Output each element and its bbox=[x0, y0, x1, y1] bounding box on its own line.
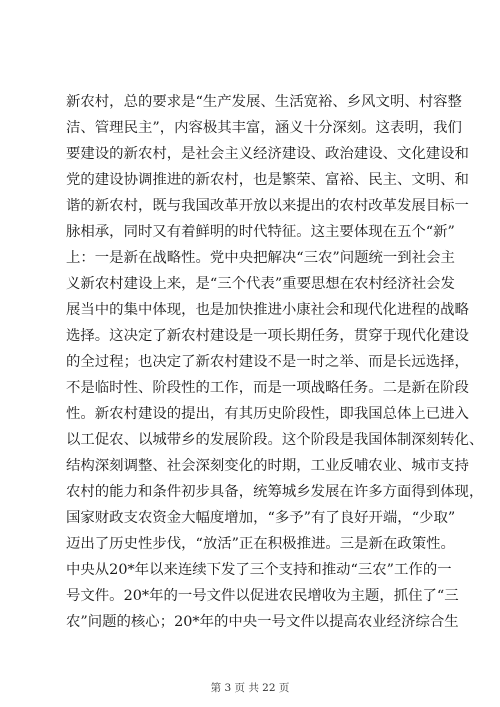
body-text bbox=[66, 89, 484, 635]
text-line: 谐的新农村，既与我国改革开放以来提出的农村改革发展目标一 bbox=[66, 198, 469, 214]
text-line: 中央从20*年以来连续下发了三个支持和推动“三农”工作的一 bbox=[66, 562, 452, 578]
text-line: 义新农村建设上来，是“三个代表”重要思想在农村经济社会发 bbox=[66, 276, 455, 292]
text-line: 以工促农、以城带乡的发展阶段。这个阶段是我国体制深刻转化、 bbox=[66, 432, 484, 448]
text-line: 洁、管理民主”，内容极其丰富，涵义十分深刻。这表明，我们 bbox=[66, 120, 462, 136]
text-line: 迈出了历史性步伐，“放活”正在积极推进。三是新在政策性。 bbox=[66, 536, 455, 552]
text-line: 党的建设协调推进的新农村，也是繁荣、富裕、民主、文明、和 bbox=[66, 172, 469, 188]
text-line: 性。新农村建设的提出，有其历史阶段性，即我国总体上已进入 bbox=[66, 406, 469, 422]
text-line: 的全过程；也决定了新农村建设不是一时之举、而是长远选择， bbox=[66, 354, 469, 370]
text-line: 脉相承，同时又有着鲜明的时代特征。这主要体现在五个“新” bbox=[66, 224, 455, 240]
text-line: 农村的能力和条件初步具备，统筹城乡发展在许多方面得到体现， bbox=[66, 484, 484, 500]
text-line: 新农村，总的要求是“生产发展、生活宽裕、乡风文明、村容整 bbox=[66, 94, 462, 110]
text-line: 结构深刻调整、社会深刻变化的时期，工业反哺农业、城市支持 bbox=[66, 458, 469, 474]
text-line: 农”问题的核心；20*年的中央一号文件以提高农业经济综合生 bbox=[66, 614, 459, 630]
text-line: 选择。这决定了新农村建设是一项长期任务，贯穿于现代化建设 bbox=[66, 328, 469, 344]
text-line: 上：一是新在战略性。党中央把解决“三农”问题统一到社会主 bbox=[66, 250, 455, 266]
text-line: 展当中的集中体现，也是加快推进小康社会和现代化进程的战略 bbox=[66, 302, 469, 318]
text-line: 要建设的新农村，是社会主义经济建设、政治建设、文化建设和 bbox=[66, 146, 469, 162]
text-line: 号文件。20*年的一号文件以促进农民增收为主题，抓住了“三 bbox=[66, 588, 459, 604]
text-line: 国家财政支农资金大幅度增加，“多予”有了良好开端，“少取” bbox=[66, 510, 456, 526]
page-footer: 第 3 页 共 22 页 bbox=[210, 682, 290, 694]
text-line: 不是临时性、阶段性的工作，而是一项战略任务。二是新在阶段 bbox=[66, 380, 469, 396]
